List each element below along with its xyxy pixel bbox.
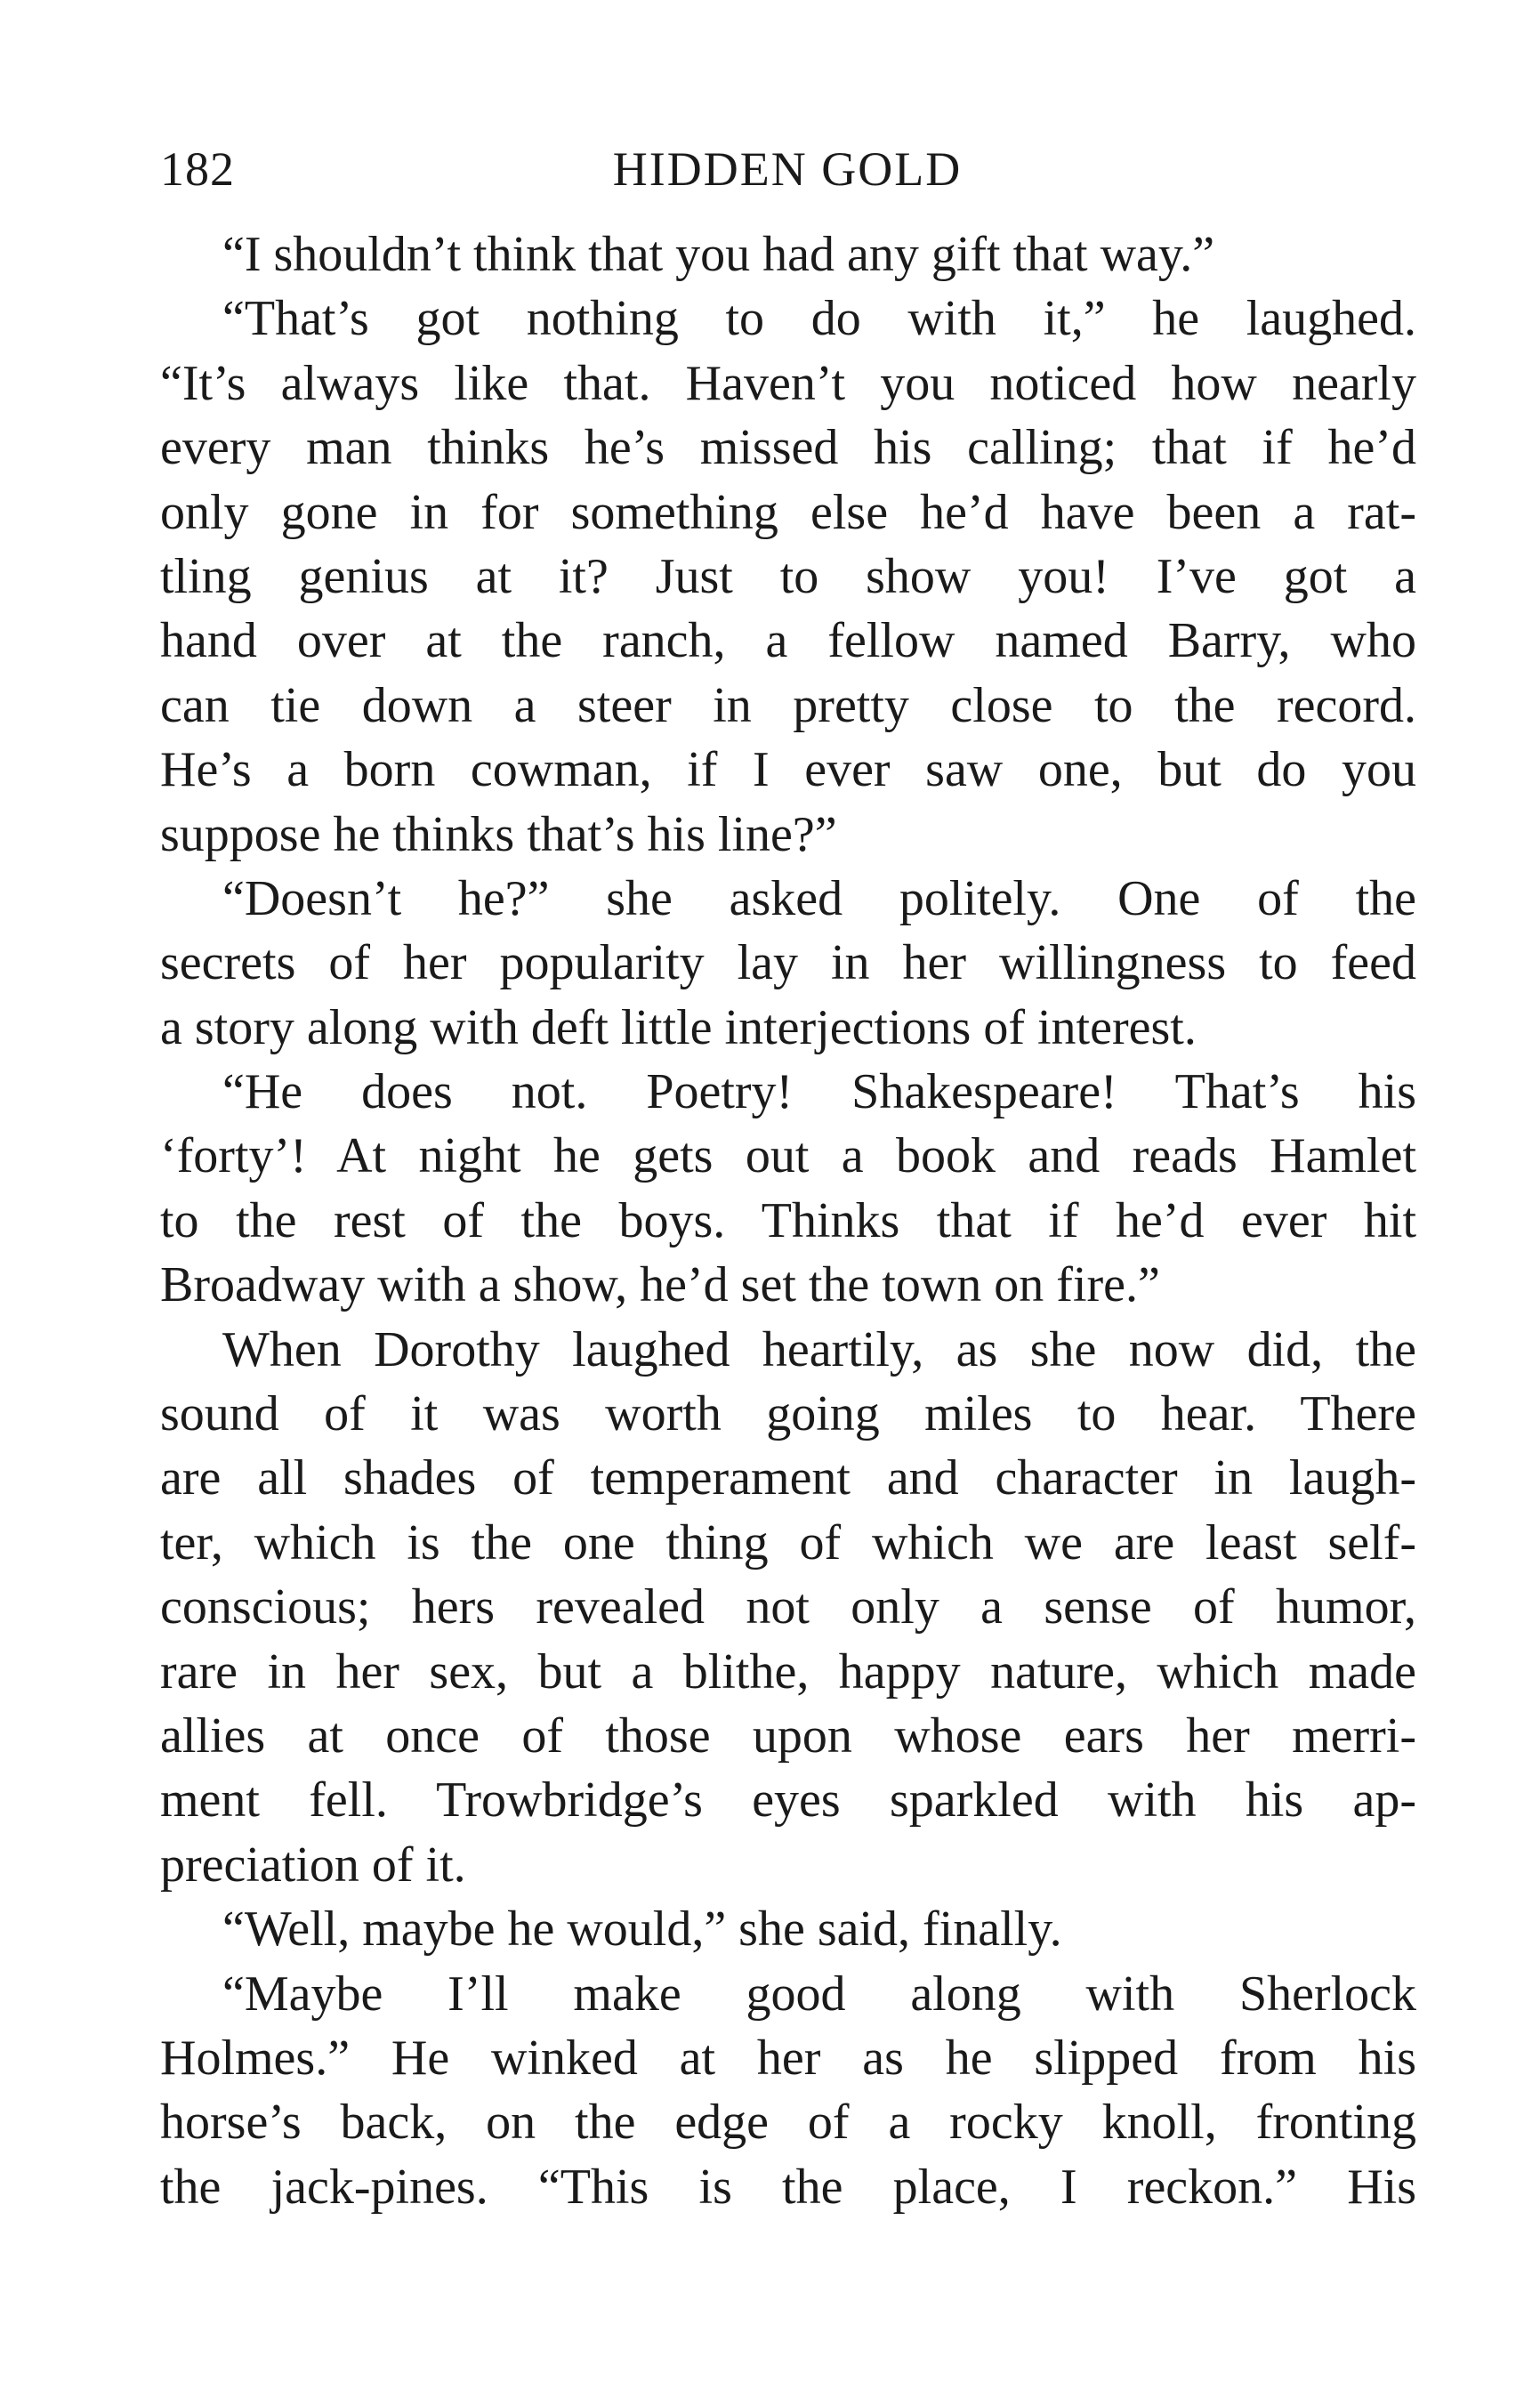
text-line: ‘forty’! At night he gets out a book and reads Hamlet xyxy=(160,1128,1416,1184)
text-line: ment fell. Trowbridge’s eyes sparkled with his ap- xyxy=(160,1772,1416,1829)
text-line: every man thinks he’s missed his calling; that if he’d xyxy=(160,420,1416,476)
text-line: the jack-pines. “This is the place, I reckon.” His xyxy=(160,2159,1416,2215)
text-line: to the rest of the boys. Thinks that if he’d ever hit xyxy=(160,1192,1416,1248)
text-line: “I shouldn’t think that you had any gift that way.” xyxy=(222,227,1215,282)
text-line: suppose he thinks that’s his line?” xyxy=(160,806,837,862)
text-line: rare in her sex, but a blithe, happy nature, which made xyxy=(160,1643,1416,1700)
text-line: ter, which is the one thing of which we are least self- xyxy=(160,1514,1416,1570)
text-line: When Dorothy laughed heartily, as she now did, the xyxy=(222,1321,1416,1377)
body-text xyxy=(160,222,1416,2219)
text-line: are all shades of temperament and character in laugh- xyxy=(160,1450,1416,1506)
text-line: “Well, maybe he would,” she said, finally. xyxy=(222,1901,1062,1958)
text-line: can tie down a steer in pretty close to the record. xyxy=(160,677,1416,733)
running-title: HIDDEN GOLD xyxy=(612,142,963,196)
text-line: Holmes.” He winked at her as he slipped from his xyxy=(160,2030,1416,2086)
text-line: He’s a born cowman, if I ever saw one, but do you xyxy=(160,742,1416,798)
text-line: horse’s back, on the edge of a rocky knoll, fronting xyxy=(160,2095,1416,2151)
text-line: allies at once of those upon whose ears her merri- xyxy=(160,1708,1416,1764)
text-line: tling genius at it? Just to show you! I’ve got a xyxy=(160,548,1416,604)
text-line: sound of it was worth going miles to hear. There xyxy=(160,1386,1416,1442)
text-line: a story along with deft little interjections of interest. xyxy=(160,999,1197,1055)
text-line: conscious; hers revealed not only a sense of humor, xyxy=(160,1579,1416,1635)
text-line: only gone in for something else he’d have been a rat- xyxy=(160,484,1416,540)
text-line: “It’s always like that. Haven’t you noticed how nearly xyxy=(160,355,1416,411)
page-header xyxy=(160,133,1415,205)
text-line: “Doesn’t he?” she asked politely. One of the xyxy=(222,870,1416,926)
text-line: secrets of her popularity lay in her willingness to feed xyxy=(160,935,1416,991)
page-number: 182 xyxy=(160,142,235,196)
text-line: Broadway with a show, he’d set the town on fire.” xyxy=(160,1257,1160,1313)
text-line: preciation of it. xyxy=(160,1837,466,1893)
text-line: “Maybe I’ll make good along with Sherlock xyxy=(222,1966,1416,2022)
text-line: “That’s got nothing to do with it,” he laughed. xyxy=(222,291,1416,347)
text-line: “He does not. Poetry! Shakespeare! That’s his xyxy=(222,1064,1416,1120)
text-line: hand over at the ranch, a fellow named Barry, who xyxy=(160,613,1416,669)
